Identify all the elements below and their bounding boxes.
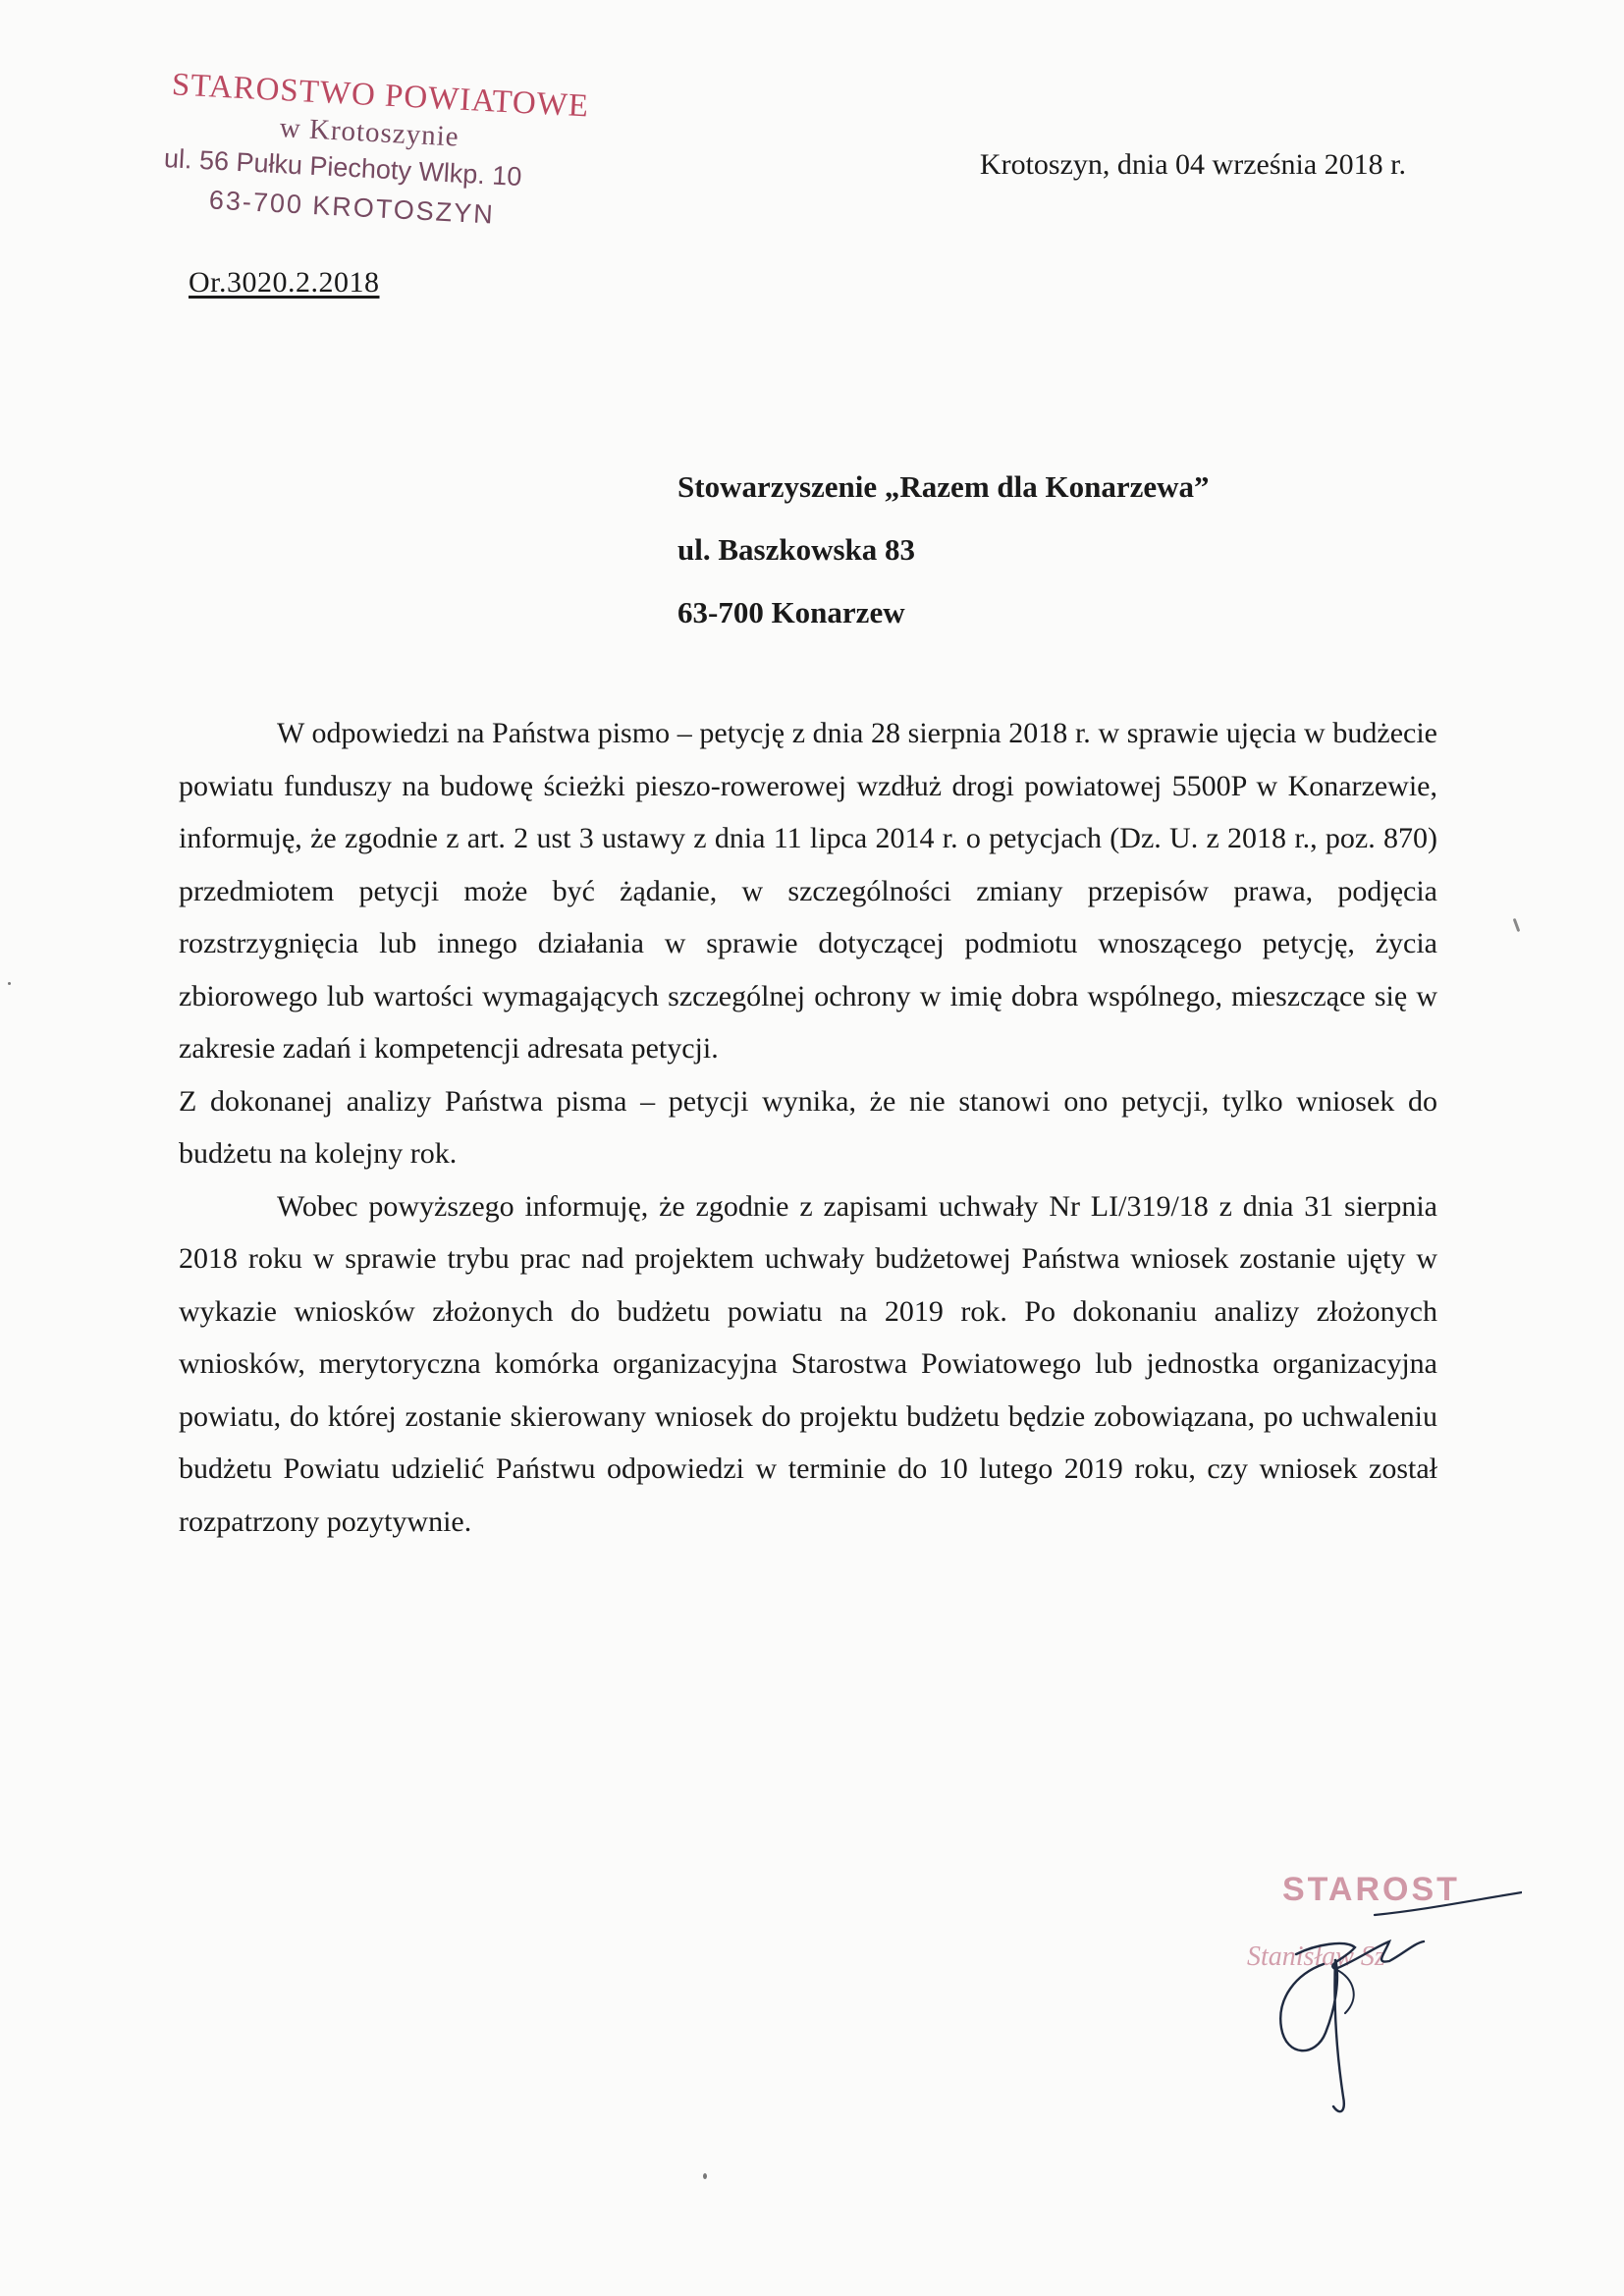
stamp-street-address: ul. 56 Pułku Piechoty Wlkp. 10 xyxy=(163,142,523,192)
scan-speck xyxy=(703,2173,707,2179)
place-and-date: Krotoszyn, dnia 04 września 2018 r. xyxy=(979,148,1406,181)
scan-speck xyxy=(8,982,11,985)
body-paragraph-1: W odpowiedzi na Państwa pismo – petycję z dnia 28 sierpnia 2018 r. w sprawie ujęcia w budżecie powiatu funduszy na budowę ścieżki pieszo-rowerowej wzdłuż drogi powiatowej 5500P w Konarzewie, informuję, że zgodnie z art. 2 ust 3 ustawy z dnia 11 lipca 2014 r. o petycjach (Dz. U. z 2018 r., poz. 870) przedmiotem petycji może być żądanie, w szczególności zmiany przepisów prawa, podjęcia rozstrzygnięcia lub innego działania w sprawie dotyczącej podmiotu wnoszącego petycję, życia zbiorowego lub wartości wymagających szczególnej ochrony w imię dobra wspólnego, mieszczące się w zakresie zadań i kompetencji adresata petycji. xyxy=(179,717,1437,1065)
case-reference-number: Or.3020.2.2018 xyxy=(189,266,380,299)
signature-block xyxy=(1227,1871,1522,2126)
recipient-name: Stowarzyszenie „Razem dla Konarzewa” xyxy=(677,469,1210,504)
handwritten-signature xyxy=(1227,1871,1522,2126)
letter-body xyxy=(179,707,1437,1548)
recipient-street: ul. Baszkowska 83 xyxy=(677,532,916,567)
signature-stamp-title: STAROST xyxy=(1282,1871,1460,1908)
body-paragraph-2: Z dokonanej analizy Państwa pisma – petycji wynika, że nie stanowi ono petycji, tylko wniosek do budżetu na kolejny rok. xyxy=(179,1084,1437,1170)
office-header-stamp xyxy=(158,67,599,261)
stamp-postal-code: 63-700 KROTOSZYN xyxy=(208,185,496,230)
stamp-office-town: w Krotoszynie xyxy=(279,112,460,153)
stamp-office-name: STAROSTWO POWIATOWE xyxy=(171,67,590,125)
scan-speck xyxy=(1513,918,1521,932)
signature-stamp-name: Stanisław Sz xyxy=(1247,1941,1385,1972)
recipient-address xyxy=(677,456,1210,644)
recipient-postal-city: 63-700 Konarzew xyxy=(677,595,905,629)
body-paragraph-3: Wobec powyższego informuję, że zgodnie z zapisami uchwały Nr LI/319/18 z dnia 31 sierpnia 2018 roku w sprawie trybu prac nad projektem uchwały budżetowej Państwa wniosek zostanie ujęty w wykazie wniosków złożonych do budżetu powiatu na 2019 rok. Po dokonaniu analizy złożonych wniosków, merytoryczna komórka organizacyjna Starostwa Powiatowego lub jednostka organizacyjna powiatu, do której zostanie skierowany wniosek do projektu budżetu będzie zobowiązana, po uchwaleniu budżetu Powiatu udzielić Państwu odpowiedzi w terminie do 10 lutego 2019 roku, czy wniosek został rozpatrzony pozytywnie. xyxy=(179,1189,1437,1538)
